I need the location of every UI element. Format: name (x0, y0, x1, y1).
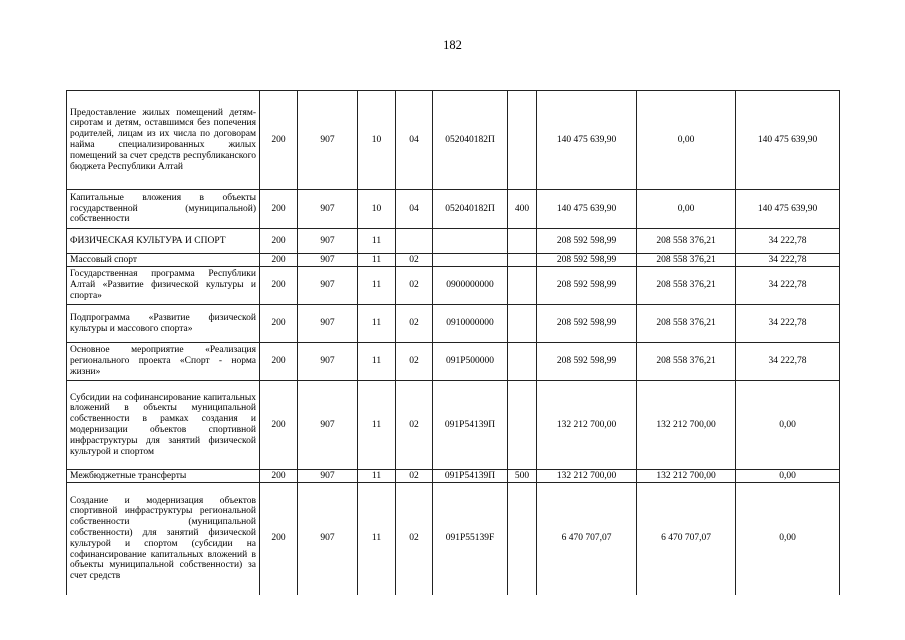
row-name: Государственная программа Республики Алтай «Развитие физической культуры и спорта» (67, 267, 260, 305)
code-cell: 200 (260, 229, 298, 254)
code-cell (508, 254, 537, 267)
code-cell: 11 (358, 381, 396, 470)
row-name: Подпрограмма «Развитие физической культуры и массового спорта» (67, 305, 260, 343)
amount-cell: 208 558 376,21 (637, 343, 736, 381)
code-cell (508, 267, 537, 305)
table-row (67, 381, 840, 470)
code-cell: 0910000000 (433, 305, 508, 343)
amount-cell: 208 558 376,21 (637, 305, 736, 343)
code-cell: 200 (260, 381, 298, 470)
code-cell: 400 (508, 190, 537, 229)
code-cell: 200 (260, 190, 298, 229)
amount-cell: 132 212 700,00 (637, 381, 736, 470)
amount-cell: 208 558 376,21 (637, 267, 736, 305)
code-cell: 11 (358, 267, 396, 305)
code-cell: 091P55139F (433, 483, 508, 595)
code-cell: 200 (260, 254, 298, 267)
page-number: 182 (443, 38, 462, 52)
table-row (67, 267, 840, 305)
code-cell: 907 (298, 470, 358, 483)
code-cell: 02 (396, 470, 433, 483)
amount-cell: 140 475 639,90 (537, 91, 637, 190)
amount-cell: 132 212 700,00 (537, 381, 637, 470)
amount-cell: 208 592 598,99 (537, 229, 637, 254)
amount-cell: 6 470 707,07 (637, 483, 736, 595)
code-cell (508, 305, 537, 343)
code-cell: 907 (298, 267, 358, 305)
row-name: Межбюджетные трансферты (67, 470, 260, 483)
code-cell: 907 (298, 91, 358, 190)
amount-cell: 208 592 598,99 (537, 305, 637, 343)
code-cell: 04 (396, 190, 433, 229)
amount-cell: 140 475 639,90 (736, 190, 840, 229)
amount-cell: 0,00 (736, 381, 840, 470)
code-cell: 0900000000 (433, 267, 508, 305)
code-cell: 02 (396, 305, 433, 343)
amount-cell: 34 222,78 (736, 305, 840, 343)
row-name: Субсидии на софинансирование капитальных вложений в объекты муниципальной собственности в рамках создания и модернизации объектов спортивной инфраструктуры для занятий физической культурой и спортом (67, 381, 260, 470)
table-row (67, 91, 840, 190)
amount-cell: 132 212 700,00 (537, 470, 637, 483)
amount-cell: 34 222,78 (736, 343, 840, 381)
code-cell: 04 (396, 91, 433, 190)
code-cell: 907 (298, 229, 358, 254)
amount-cell: 34 222,78 (736, 229, 840, 254)
budget-table (66, 90, 840, 595)
code-cell: 11 (358, 229, 396, 254)
code-cell: 091P54139П (433, 470, 508, 483)
table-row (67, 229, 840, 254)
code-cell: 907 (298, 305, 358, 343)
code-cell (433, 254, 508, 267)
table-row (67, 470, 840, 483)
code-cell: 11 (358, 305, 396, 343)
code-cell: 907 (298, 343, 358, 381)
code-cell (396, 229, 433, 254)
code-cell (433, 229, 508, 254)
code-cell (508, 483, 537, 595)
code-cell: 907 (298, 381, 358, 470)
row-name: ФИЗИЧЕСКАЯ КУЛЬТУРА И СПОРТ (67, 229, 260, 254)
table-row (67, 305, 840, 343)
table-row (67, 343, 840, 381)
row-name: Создание и модернизация объектов спортивной инфраструктуры региональной собственности (муниципальной собственности) для занятий физической культурой и спортом (субсидии на софинансирование капитальных вложений в объекты муниципальной собственности) за счет средств (67, 483, 260, 595)
code-cell: 10 (358, 190, 396, 229)
amount-cell: 140 475 639,90 (736, 91, 840, 190)
table-row (67, 254, 840, 267)
code-cell: 02 (396, 483, 433, 595)
amount-cell: 0,00 (736, 470, 840, 483)
code-cell: 907 (298, 190, 358, 229)
amount-cell: 0,00 (637, 190, 736, 229)
amount-cell: 208 592 598,99 (537, 343, 637, 381)
code-cell (508, 381, 537, 470)
code-cell (508, 343, 537, 381)
table-row (67, 483, 840, 595)
code-cell: 02 (396, 254, 433, 267)
code-cell: 052040182П (433, 91, 508, 190)
code-cell: 907 (298, 483, 358, 595)
amount-cell: 132 212 700,00 (637, 470, 736, 483)
row-name: Основное мероприятие «Реализация регионального проекта «Спорт - норма жизни» (67, 343, 260, 381)
row-name: Капитальные вложения в объекты государственной (муниципальной) собственности (67, 190, 260, 229)
row-name: Массовый спорт (67, 254, 260, 267)
code-cell: 200 (260, 483, 298, 595)
code-cell: 200 (260, 267, 298, 305)
table-row (67, 190, 840, 229)
code-cell: 200 (260, 305, 298, 343)
row-name: Предоставление жилых помещений детям-сиротам и детям, оставшимся без попечения родителей, лицам из их числа по договорам найма специализированных жилых помещений за счет средств республиканского бюджета Республики Алтай (67, 91, 260, 190)
code-cell (508, 229, 537, 254)
amount-cell: 6 470 707,07 (537, 483, 637, 595)
code-cell: 11 (358, 254, 396, 267)
code-cell: 11 (358, 483, 396, 595)
code-cell: 11 (358, 470, 396, 483)
amount-cell: 0,00 (736, 483, 840, 595)
amount-cell: 208 558 376,21 (637, 254, 736, 267)
amount-cell: 34 222,78 (736, 254, 840, 267)
amount-cell: 208 592 598,99 (537, 267, 637, 305)
amount-cell: 140 475 639,90 (537, 190, 637, 229)
code-cell: 200 (260, 343, 298, 381)
amount-cell: 208 592 598,99 (537, 254, 637, 267)
code-cell: 200 (260, 91, 298, 190)
code-cell: 091P500000 (433, 343, 508, 381)
code-cell: 11 (358, 343, 396, 381)
code-cell: 02 (396, 381, 433, 470)
code-cell: 500 (508, 470, 537, 483)
code-cell: 02 (396, 267, 433, 305)
code-cell (508, 91, 537, 190)
code-cell: 10 (358, 91, 396, 190)
amount-cell: 34 222,78 (736, 267, 840, 305)
code-cell: 200 (260, 470, 298, 483)
amount-cell: 208 558 376,21 (637, 229, 736, 254)
amount-cell: 0,00 (637, 91, 736, 190)
code-cell: 091P54139П (433, 381, 508, 470)
code-cell: 907 (298, 254, 358, 267)
code-cell: 02 (396, 343, 433, 381)
code-cell: 052040182П (433, 190, 508, 229)
